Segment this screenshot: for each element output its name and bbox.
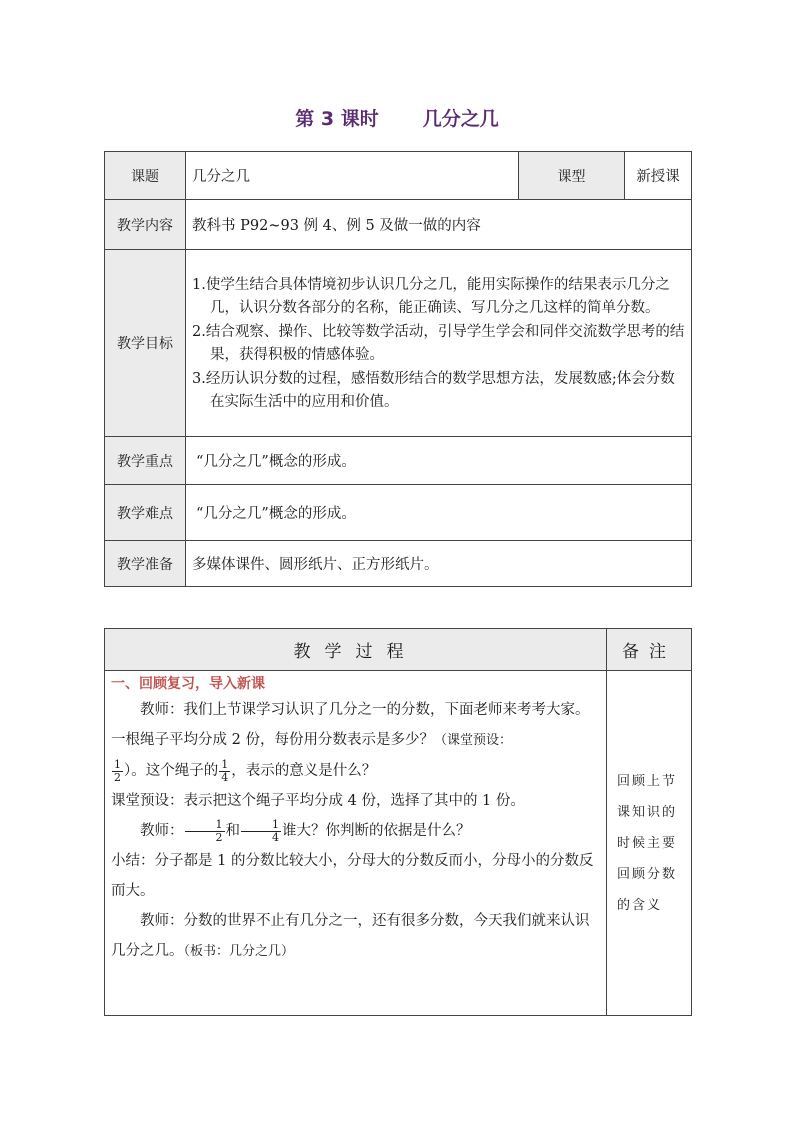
notes-header: 备注 (607, 629, 692, 671)
note-line: 的含义 (617, 897, 663, 913)
row-objectives (105, 250, 692, 437)
difficulty-value: “几分之几”概念的形成。 (186, 485, 692, 541)
row-key-point (105, 437, 692, 485)
row-topic (105, 152, 692, 200)
process-header: 教学过程 (105, 629, 607, 671)
board-note: （板书：几分之几） (183, 944, 295, 959)
note-line: 课知识的 (617, 804, 678, 820)
paragraph: 教师：我们上节课学习认识了几分之一的分数，下面老师来考考大家。一根绳子平均分成 2 份，每份用分数表示是多少？（课堂预设： (111, 702, 590, 748)
key-value: “几分之几”概念的形成。 (186, 437, 692, 485)
content-label: 教学内容 (105, 200, 186, 250)
lesson-number: 第 3 课时 (295, 108, 379, 130)
lesson-topic: 几分之几 (422, 108, 499, 130)
content-value: 教科书 P92~93 例 4、例 5 及做一做的内容 (186, 200, 692, 250)
paragraph: 课堂预设：表示把这个绳子平均分成 4 份，选择了其中的 1 份。 (111, 793, 525, 809)
fraction-one-half: $\frac{1}{2}$ (114, 757, 121, 784)
prep-label: 教学准备 (105, 541, 186, 587)
notes-cell (607, 671, 692, 1016)
fraction-one-quarter: $\frac{1}{4}$ (241, 819, 281, 844)
row-content (105, 200, 692, 250)
lesson-info-table (104, 151, 692, 587)
fraction-one-quarter: $\frac{1}{4}$ (221, 757, 229, 784)
objectives-label: 教学目标 (105, 250, 186, 437)
topic-value: 几分之几 (186, 152, 519, 200)
paragraph: 教师：分数的世界不止有几分之一，还有很多分数，今天我们就来认识几分之几。（板书：几分之几） (111, 913, 590, 959)
note-line: 时候主要 (617, 835, 678, 851)
objectives-list (186, 250, 692, 437)
page-title (0, 104, 794, 131)
teaching-process-table (104, 628, 692, 1016)
prep-value: 多媒体课件、圆形纸片、正方形纸片。 (186, 541, 692, 587)
paragraph: $\frac{1}{2}$ ）。这个绳子的 $\frac{1}{4}$ ，表示的意义是什么？ (114, 757, 377, 784)
process-body-row (105, 671, 692, 1016)
process-content (105, 671, 607, 1016)
objective-item: 1.使学生结合具体情境初步认识几分之几，能用实际操作的结果表示几分之几，认识分数各部分的名称，能正确读、写几分之几这样的简单分数。 (192, 276, 670, 316)
difficulty-label: 教学难点 (105, 485, 186, 541)
paragraph: 教师： $\frac{1}{2}$ 和 $\frac{1}{4}$ 谁大？你判断的依据是什么？ (140, 817, 471, 844)
note-line: 回顾分数 (617, 866, 678, 882)
topic-label: 课题 (105, 152, 186, 200)
objective-item: 2.结合观察、操作、比较等数学活动，引导学生学会和同伴交流数学思考的结果，获得积极的情感体验。 (192, 323, 685, 363)
process-header-row (105, 629, 692, 671)
key-label: 教学重点 (105, 437, 186, 485)
row-difficulty (105, 485, 692, 541)
preset-note: （课堂预设： (433, 733, 512, 748)
summary: 小结：分子都是 1 的分数比较大小，分母大的分数反而小，分母小的分数反而大。 (111, 853, 594, 899)
type-label: 课型 (519, 152, 625, 200)
fraction-one-half: $\frac{1}{2}$ (185, 819, 225, 844)
note-line: 回顾上节 (617, 773, 678, 789)
objective-item: 3.经历认识分数的过程，感悟数形结合的数学思想方法，发展数感;体会分数在实际生活中的应用和价值。 (192, 370, 675, 410)
section-title: 一、回顾复习，导入新课 (111, 676, 265, 692)
type-value: 新授课 (625, 152, 692, 200)
row-preparation (105, 541, 692, 587)
